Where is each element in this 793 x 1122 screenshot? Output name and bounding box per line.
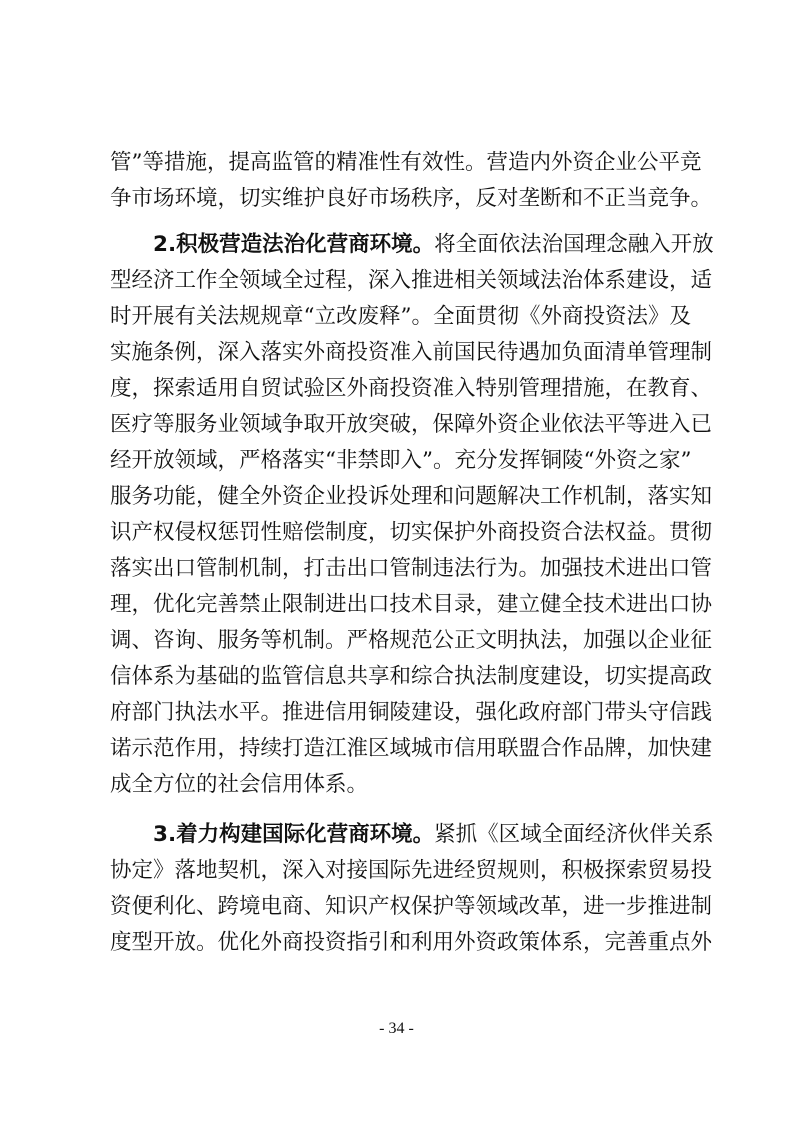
text-line: 识产权侵权惩罚性赔偿制度，切实保护外商投资合法权益。贯彻 [110,520,713,545]
text-line: 管”等措施，提高监管的精准性有效性。营造内外资企业公平竞 [110,150,702,175]
section-heading: 3.着力构建国际化营商环境。 [153,822,435,847]
text-line: 度，探索适用自贸试验区外商投资准入特别管理措施，在教育、 [110,376,713,401]
paragraph-first-line [110,227,714,263]
text-line: 信体系为基础的监管信息共享和综合执法制度建设，切实提高政 [110,664,713,689]
paragraph-rule-of-law [110,227,714,803]
text-line: 紧抓《区域全面经济伙伴关系 [434,822,714,847]
text-line: 争市场环境，切实维护良好市场秩序，反对垄断和不正当竞争。 [110,186,713,211]
text-line: 度型开放。优化外商投资指引和利用外资政策体系，完善重点外 [110,930,713,955]
text-line: 府部门执法水平。推进信用铜陵建设，强化政府部门带头守信践 [110,700,713,725]
text-line: 将全面依法治国理念融入开放 [434,232,714,257]
text-line: 经开放领域，严格落实“非禁即入”。充分发挥铜陵“外资之家” [110,448,692,473]
text-line: 调、咨询、服务等机制。严格规范公正文明执法，加强以企业征 [110,628,713,653]
paragraph-continuation [110,145,713,217]
text-line: 理，优化完善禁止限制进出口技术目录，建立健全技术进出口协 [110,592,713,617]
text-line: 落实出口管制机制，打击出口管制违法行为。加强技术进出口管 [110,556,713,581]
paragraph-internationalization [110,817,714,961]
text-line: 协定》落地契机，深入对接国际先进经贸规则，积极探索贸易投 [110,858,713,883]
text-line: 资便利化、跨境电商、知识产权保护等领域改革，进一步推进制 [110,894,713,919]
text-line: 时开展有关法规规章“立改废释”。全面贯彻《外商投资法》及 [110,304,691,329]
text-line: 成全方位的社会信用体系。 [110,772,369,797]
text-line: 实施条例，深入落实外商投资准入前国民待遇加负面清单管理制 [110,340,713,365]
paragraph-first-line [110,817,714,853]
text-line: 型经济工作全领域全过程，深入推进相关领域法治体系建设，适 [110,268,713,293]
page-number: - 34 - [379,1020,414,1037]
text-line: 服务功能，健全外资企业投诉处理和问题解决工作机制，落实知 [110,484,713,509]
text-line: 诺示范作用，持续打造江淮区域城市信用联盟合作品牌，加快建 [110,736,713,761]
text-line: 医疗等服务业领域争取开放突破，保障外资企业依法平等进入已 [110,412,713,437]
section-heading: 2.积极营造法治化营商环境。 [153,232,435,257]
